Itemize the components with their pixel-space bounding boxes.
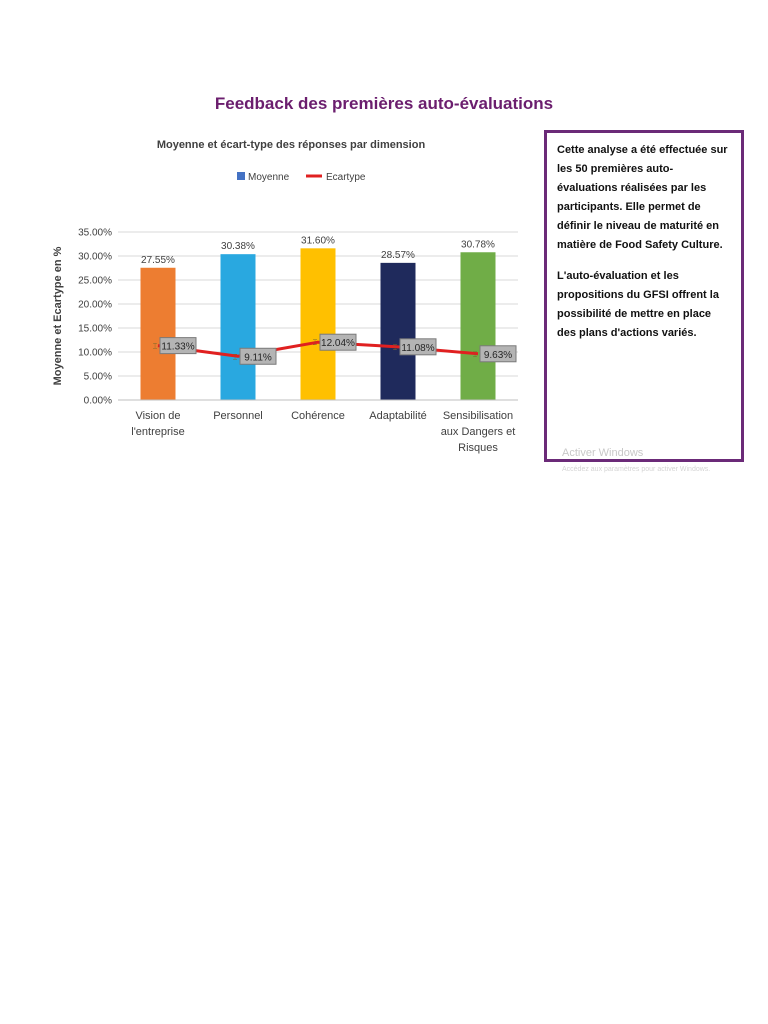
chart-panel [48, 128, 538, 462]
x-category-label: Adaptabilité [369, 410, 427, 422]
legend-swatch-moyenne [237, 172, 245, 180]
ecartype-point-marker: ⌶ [472, 349, 478, 359]
bar-moyenne [381, 263, 416, 400]
x-category-label: Personnel [213, 410, 263, 422]
ecartype-data-label: 11.33% [161, 341, 195, 353]
x-category-label: Vision de [135, 410, 181, 422]
x-category-label: aux Dangers et [440, 426, 516, 438]
y-tick-label: 20.00% [78, 299, 112, 311]
bar-data-label: 30.38% [221, 241, 255, 253]
ecartype-point-marker: ⌶ [232, 352, 238, 362]
note-paragraph-2: L'auto-évaluation et les propositions du GFSI offrent la possibilité de mettre en place des plans d'actions variés. [557, 270, 719, 339]
legend-label-moyenne: Moyenne [248, 172, 290, 183]
ecartype-point-marker: ⌶ [392, 342, 398, 352]
y-tick-label: 15.00% [78, 323, 112, 335]
note-paragraph-1: Cette analyse a été effectuée sur les 50 premières auto-évaluations réalisées par les participants. Elle permet de définir le niveau de maturité en matière de Food Safety Culture. [557, 144, 728, 251]
bar-moyenne [461, 252, 496, 400]
y-tick-label: 35.00% [78, 227, 112, 239]
bar-moyenne [141, 268, 176, 400]
ecartype-data-label: 12.04% [321, 338, 355, 350]
bar-data-label: 27.55% [141, 254, 175, 266]
legend-label-ecartype: Ecartype [326, 172, 366, 183]
y-axis-label: Moyenne et Ecartype en % [52, 246, 64, 386]
y-tick-label: 10.00% [78, 347, 112, 359]
x-category-label: l'entreprise [131, 426, 185, 438]
bar-data-label: 31.60% [301, 235, 335, 247]
activation-watermark-title: Activer Windows [562, 447, 644, 459]
ecartype-point-marker: ⌶ [152, 341, 158, 351]
ecartype-data-label: 11.08% [401, 342, 435, 354]
analysis-note-box [544, 130, 744, 462]
y-tick-label: 0.00% [83, 395, 112, 407]
bar-data-label: 28.57% [381, 249, 415, 261]
bar-line-chart [48, 128, 538, 462]
x-category-label: Risques [458, 442, 498, 454]
ecartype-data-label: 9.63% [483, 349, 513, 361]
bar-moyenne [221, 254, 256, 400]
bar-data-label: 30.78% [461, 239, 495, 251]
chart-title: Moyenne et écart-type des réponses par dimension [156, 139, 426, 151]
activation-watermark-subtitle: Accédez aux paramètres pour activer Windows. [562, 466, 711, 473]
ecartype-point-marker: ⌶ [312, 338, 318, 348]
y-tick-label: 30.00% [78, 251, 112, 263]
y-tick-label: 25.00% [78, 275, 112, 287]
y-tick-label: 5.00% [83, 371, 112, 383]
ecartype-data-label: 9.11% [244, 352, 272, 364]
bar-moyenne [301, 248, 336, 400]
page-title: Feedback des premières auto-évaluations [214, 94, 554, 113]
x-category-label: Sensibilisation [442, 410, 514, 422]
x-category-label: Cohérence [291, 410, 345, 422]
